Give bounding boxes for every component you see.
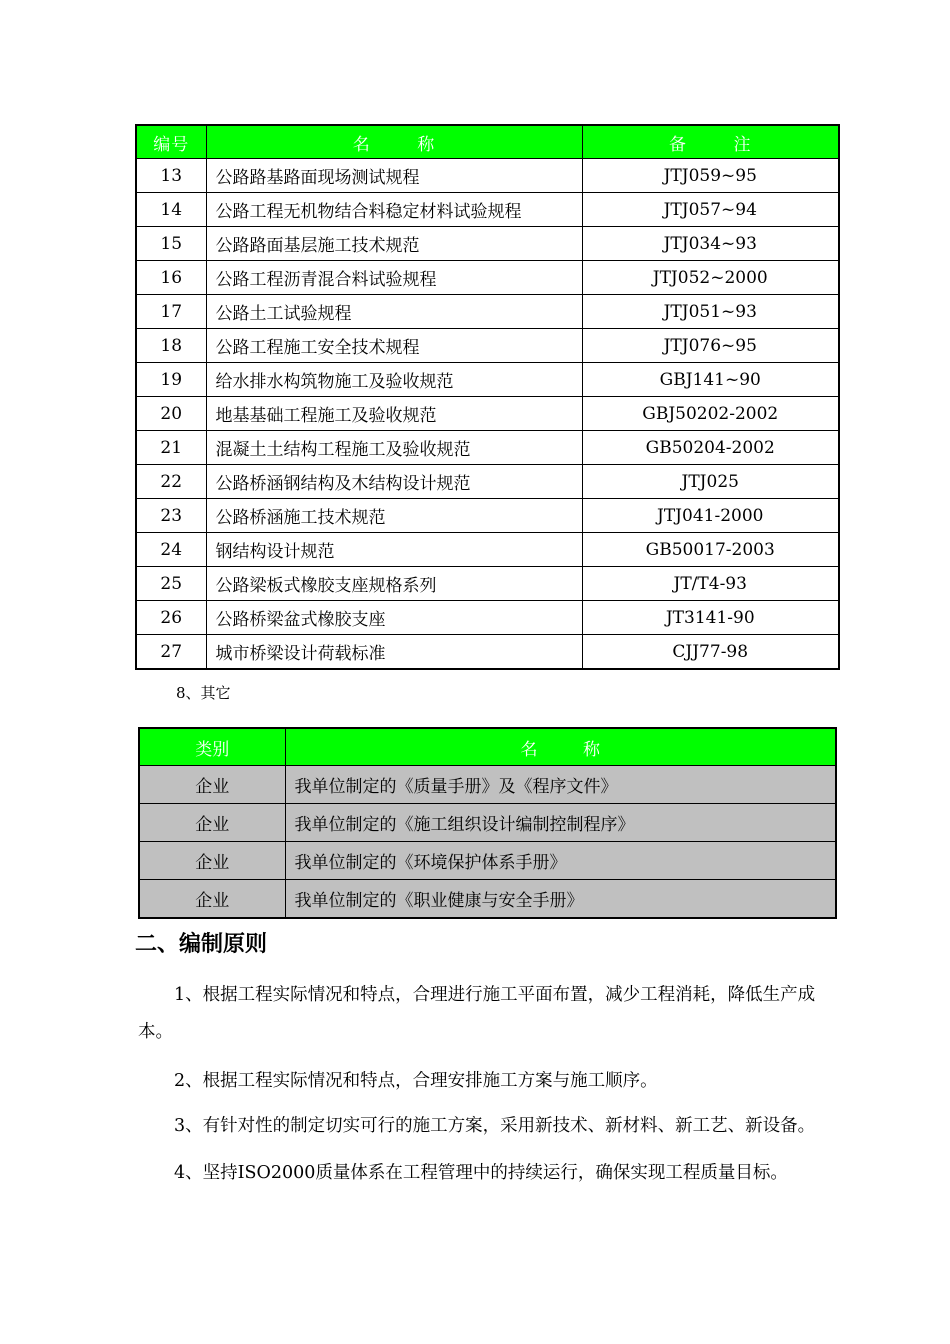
table-row	[136, 193, 839, 227]
table-row	[136, 465, 839, 499]
standards-table	[135, 124, 840, 670]
table-row	[139, 766, 836, 804]
table-row	[136, 363, 839, 397]
table-row	[136, 601, 839, 635]
cell-num: 18	[136, 329, 206, 363]
cell-name: 公路桥涵施工技术规范	[206, 499, 582, 533]
cell-name: 城市桥梁设计荷载标准	[206, 635, 582, 670]
standards-table-header-row	[136, 125, 839, 159]
cell-note: GBJ141~90	[582, 363, 839, 397]
cell-note: JTJ041-2000	[582, 499, 839, 533]
cell-name: 我单位制定的《职业健康与安全手册》	[285, 880, 836, 919]
header-category: 类别	[139, 728, 285, 766]
cell-name: 公路土工试验规程	[206, 295, 582, 329]
cell-name: 我单位制定的《环境保护体系手册》	[285, 842, 836, 880]
cell-num: 22	[136, 465, 206, 499]
table-row	[139, 804, 836, 842]
cell-num: 24	[136, 533, 206, 567]
cell-num: 15	[136, 227, 206, 261]
table-row	[136, 635, 839, 670]
cell-name: 钢结构设计规范	[206, 533, 582, 567]
cell-num: 16	[136, 261, 206, 295]
cell-note: GB50204-2002	[582, 431, 839, 465]
cell-note: JTJ076~95	[582, 329, 839, 363]
cell-num: 20	[136, 397, 206, 431]
cell-note: JT/T4-93	[582, 567, 839, 601]
paragraph: 4、坚持ISO2000质量体系在工程管理中的持续运行，确保实现工程质量目标。	[174, 1163, 788, 1183]
table-row	[136, 567, 839, 601]
cell-note: JTJ051~93	[582, 295, 839, 329]
cell-note: CJJ77-98	[582, 635, 839, 670]
section-title: 二、编制原则	[135, 932, 268, 957]
table-row	[136, 533, 839, 567]
table-row	[136, 295, 839, 329]
cell-category: 企业	[139, 804, 285, 842]
table-row	[136, 499, 839, 533]
cell-name: 我单位制定的《施工组织设计编制控制程序》	[285, 804, 836, 842]
cell-num: 13	[136, 159, 206, 193]
cell-name: 公路路面基层施工技术规范	[206, 227, 582, 261]
cell-num: 27	[136, 635, 206, 670]
cell-num: 17	[136, 295, 206, 329]
cell-num: 23	[136, 499, 206, 533]
cell-num: 14	[136, 193, 206, 227]
cell-num: 26	[136, 601, 206, 635]
cell-num: 19	[136, 363, 206, 397]
cell-note: JT3141-90	[582, 601, 839, 635]
cell-category: 企业	[139, 880, 285, 919]
cell-name: 公路梁板式橡胶支座规格系列	[206, 567, 582, 601]
cell-name: 地基基础工程施工及验收规范	[206, 397, 582, 431]
others-table-header-row	[139, 728, 836, 766]
table-row	[139, 880, 836, 919]
cell-category: 企业	[139, 842, 285, 880]
header-note: 备 注	[582, 125, 839, 159]
table-row	[136, 397, 839, 431]
cell-note: JTJ059~95	[582, 159, 839, 193]
cell-note: GBJ50202-2002	[582, 397, 839, 431]
header-num: 编号	[136, 125, 206, 159]
cell-note: JTJ052~2000	[582, 261, 839, 295]
cell-note: GB50017-2003	[582, 533, 839, 567]
cell-name: 公路桥梁盆式橡胶支座	[206, 601, 582, 635]
cell-name: 我单位制定的《质量手册》及《程序文件》	[285, 766, 836, 804]
cell-name: 公路工程施工安全技术规程	[206, 329, 582, 363]
cell-name: 公路路基路面现场测试规程	[206, 159, 582, 193]
cell-num: 21	[136, 431, 206, 465]
table-row	[136, 159, 839, 193]
cell-name: 给水排水构筑物施工及验收规范	[206, 363, 582, 397]
table-row	[136, 261, 839, 295]
header-name: 名 称	[285, 728, 836, 766]
cell-name: 公路工程沥青混合料试验规程	[206, 261, 582, 295]
sub-heading: 8、其它	[176, 684, 231, 702]
others-table	[138, 727, 837, 919]
cell-name: 公路工程无机物结合料稳定材料试验规程	[206, 193, 582, 227]
table-row	[136, 227, 839, 261]
cell-name: 混凝土土结构工程施工及验收规范	[206, 431, 582, 465]
table-row	[139, 842, 836, 880]
paragraph: 2、根据工程实际情况和特点，合理安排施工方案与施工顺序。	[174, 1071, 658, 1091]
cell-note: JTJ057~94	[582, 193, 839, 227]
header-name: 名 称	[206, 125, 582, 159]
paragraph: 3、有针对性的制定切实可行的施工方案，采用新技术、新材料、新工艺、新设备。	[174, 1116, 816, 1136]
cell-name: 公路桥涵钢结构及木结构设计规范	[206, 465, 582, 499]
cell-category: 企业	[139, 766, 285, 804]
cell-note: JTJ025	[582, 465, 839, 499]
paragraph: 1、根据工程实际情况和特点，合理进行施工平面布置，减少工程消耗，降低生产成本。	[138, 985, 816, 1042]
cell-num: 25	[136, 567, 206, 601]
table-row	[136, 431, 839, 465]
table-row	[136, 329, 839, 363]
cell-note: JTJ034~93	[582, 227, 839, 261]
